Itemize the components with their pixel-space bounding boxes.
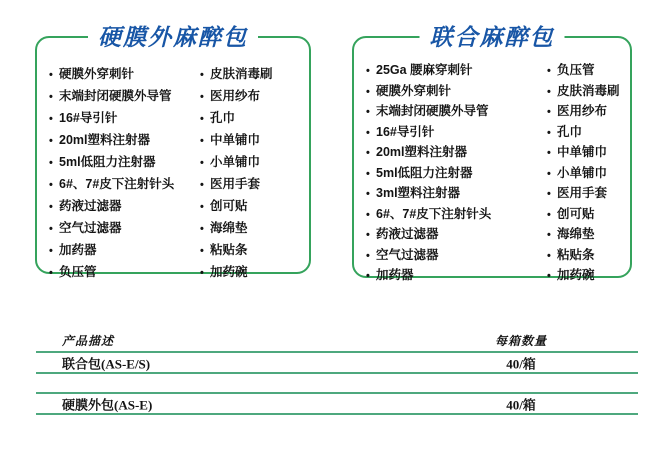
kit-item [547, 184, 620, 205]
kit-item-label: 3ml塑料注射器 [376, 186, 461, 200]
kit-item [49, 108, 200, 130]
kit-item-label: 医用手套 [557, 186, 608, 200]
kit-item [366, 61, 547, 82]
bullet-icon: • [547, 147, 551, 159]
table-header-product: 产品描述 [62, 334, 115, 348]
bullet-icon: • [366, 106, 370, 118]
kit-item [366, 266, 547, 287]
kit-item-label: 6#、7#皮下注射针头 [59, 177, 175, 191]
kit-item [49, 152, 200, 174]
bullet-icon: • [366, 167, 370, 180]
kit-item-label: 空气过滤器 [59, 221, 122, 235]
kit-item-label: 皮肤消毒刷 [557, 83, 620, 98]
kit-item [200, 196, 273, 218]
kit-title-epidural: 硬膜外麻醉包 [88, 24, 258, 50]
kit-item [366, 143, 547, 164]
table-cell-qty: 40/箱 [506, 356, 536, 371]
kit-item-label: 末端封闭硬膜外导管 [376, 104, 489, 118]
bullet-icon: • [200, 201, 204, 213]
bullet-icon: • [200, 245, 204, 257]
bullet-icon: • [547, 249, 551, 262]
bullet-icon: • [547, 167, 551, 180]
bullet-icon: • [366, 229, 370, 241]
kit-item-label: 硬膜外穿刺针 [59, 67, 135, 81]
kit-item [547, 82, 620, 103]
bullet-icon: • [49, 135, 53, 147]
kit-item-label: 负压管 [557, 63, 595, 77]
kit-item-label: 5ml低阻力注射器 [59, 155, 156, 169]
kit-item [547, 123, 620, 144]
table-row [36, 394, 638, 413]
kit-item-label: 加药器 [59, 243, 97, 257]
kit-item [366, 225, 547, 246]
bullet-icon: • [547, 126, 551, 139]
product-table [36, 333, 638, 415]
kit-item-label: 海绵垫 [210, 221, 248, 235]
kit-item-label: 16#导引针 [376, 124, 435, 139]
kit-item [547, 143, 620, 164]
table-divider [36, 413, 638, 415]
kit-item-label: 空气过滤器 [376, 247, 439, 262]
bullet-icon: • [366, 188, 370, 200]
kit-item-label: 中单铺巾 [557, 145, 608, 159]
kit-item [49, 218, 200, 240]
kit-item [49, 130, 200, 152]
kit-item [200, 218, 273, 240]
bullet-icon: • [49, 179, 53, 191]
bullet-icon: • [366, 85, 370, 98]
table-header-row [36, 333, 638, 351]
kit-item [547, 205, 620, 226]
kit-title-combined: 联合麻醉包 [420, 24, 565, 50]
bullet-icon: • [200, 113, 204, 125]
bullet-icon: • [200, 267, 204, 279]
kit-item-label: 加药器 [376, 268, 414, 282]
bullet-icon: • [547, 208, 551, 221]
kit-columns-combined [354, 38, 630, 287]
kit-item-label: 16#导引针 [59, 111, 118, 125]
kit-item-label: 孔巾 [210, 111, 236, 125]
kit-item-label: 皮肤消毒刷 [210, 67, 273, 81]
kit-item-label: 小单铺巾 [210, 155, 261, 169]
kit-item-label: 医用纱布 [210, 89, 261, 103]
kit-item-label: 医用手套 [210, 177, 261, 191]
kit-box-epidural [35, 24, 311, 279]
bullet-icon: • [49, 113, 53, 125]
bullet-icon: • [547, 229, 551, 241]
table-spacer [36, 374, 638, 392]
kit-item-label: 5ml低阻力注射器 [376, 165, 473, 180]
kit-item [547, 61, 620, 82]
kit-item [547, 225, 620, 246]
kit-item [547, 164, 620, 185]
bullet-icon: • [200, 69, 204, 81]
bullet-icon: • [366, 126, 370, 139]
kit-item-label: 中单铺巾 [210, 133, 261, 147]
kit-item [200, 174, 273, 196]
kit-item [547, 246, 620, 267]
kit-item-label: 硬膜外穿刺针 [376, 83, 452, 98]
kit-item [366, 164, 547, 185]
kit-item-label: 加药碗 [210, 265, 248, 279]
kit-item [366, 102, 547, 123]
bullet-icon: • [49, 201, 53, 213]
kit-item [49, 64, 200, 86]
kit-item [200, 130, 273, 152]
kit-item [547, 102, 620, 123]
table-cell-product: 联合包(AS-E/S) [62, 356, 151, 371]
kit-item-label: 创可贴 [210, 199, 248, 213]
kit-item [200, 64, 273, 86]
bullet-icon: • [547, 270, 551, 282]
kit-item [49, 174, 200, 196]
bullet-icon: • [49, 223, 53, 235]
kit-item-label: 小单铺巾 [557, 165, 608, 180]
kit-item-label: 负压管 [59, 265, 97, 279]
kit-item-label: 创可贴 [557, 206, 595, 221]
kit-item-list [200, 64, 273, 284]
kit-item-label: 加药碗 [557, 268, 595, 282]
kit-item-label: 孔巾 [557, 124, 583, 139]
kit-item-label: 海绵垫 [557, 227, 595, 241]
kit-columns-epidural [37, 38, 309, 284]
kit-item-label: 6#、7#皮下注射针头 [376, 206, 492, 221]
kit-item-label: 粘贴条 [557, 247, 595, 262]
bullet-icon: • [49, 69, 53, 81]
kit-item [49, 240, 200, 262]
kit-item [200, 240, 273, 262]
kit-item-label: 医用纱布 [557, 104, 608, 118]
kit-item [200, 108, 273, 130]
kit-item [49, 86, 200, 108]
bullet-icon: • [547, 85, 551, 98]
kit-item-list [547, 61, 620, 287]
bullet-icon: • [49, 157, 53, 169]
kit-item-label: 粘贴条 [210, 243, 248, 257]
kit-item [49, 196, 200, 218]
kit-item [200, 152, 273, 174]
bullet-icon: • [49, 267, 53, 279]
bullet-icon: • [366, 147, 370, 159]
bullet-icon: • [366, 270, 370, 282]
bullet-icon: • [49, 245, 53, 257]
kit-item [366, 205, 547, 226]
kit-box-combined [352, 24, 632, 282]
kit-item [366, 184, 547, 205]
kit-item [366, 82, 547, 103]
kit-item [366, 123, 547, 144]
bullet-icon: • [200, 135, 204, 147]
bullet-icon: • [49, 91, 53, 103]
table-header-qty: 每箱数量 [494, 334, 547, 348]
kit-item-label: 20ml塑料注射器 [59, 133, 150, 147]
kit-item-label: 20ml塑料注射器 [376, 145, 467, 159]
kit-item-label: 25Ga 腰麻穿刺针 [376, 63, 473, 77]
bullet-icon: • [200, 223, 204, 235]
bullet-icon: • [200, 91, 204, 103]
table-row [36, 353, 638, 372]
bullet-icon: • [547, 188, 551, 200]
kit-item [200, 262, 273, 284]
kit-item [366, 246, 547, 267]
kit-item-list [366, 61, 547, 287]
bullet-icon: • [547, 106, 551, 118]
table-cell-product: 硬膜外包(AS-E) [62, 397, 153, 412]
kit-item-label: 药液过滤器 [376, 227, 439, 241]
kit-item [547, 266, 620, 287]
bullet-icon: • [366, 208, 370, 221]
kit-item [200, 86, 273, 108]
kit-item-label: 药液过滤器 [59, 199, 122, 213]
kit-item-list [49, 64, 200, 284]
bullet-icon: • [547, 65, 551, 77]
table-cell-qty: 40/箱 [506, 397, 536, 412]
bullet-icon: • [200, 179, 204, 191]
bullet-icon: • [200, 157, 204, 169]
kit-item-label: 末端封闭硬膜外导管 [59, 89, 172, 103]
bullet-icon: • [366, 65, 370, 77]
kit-item [49, 262, 200, 284]
bullet-icon: • [366, 249, 370, 262]
